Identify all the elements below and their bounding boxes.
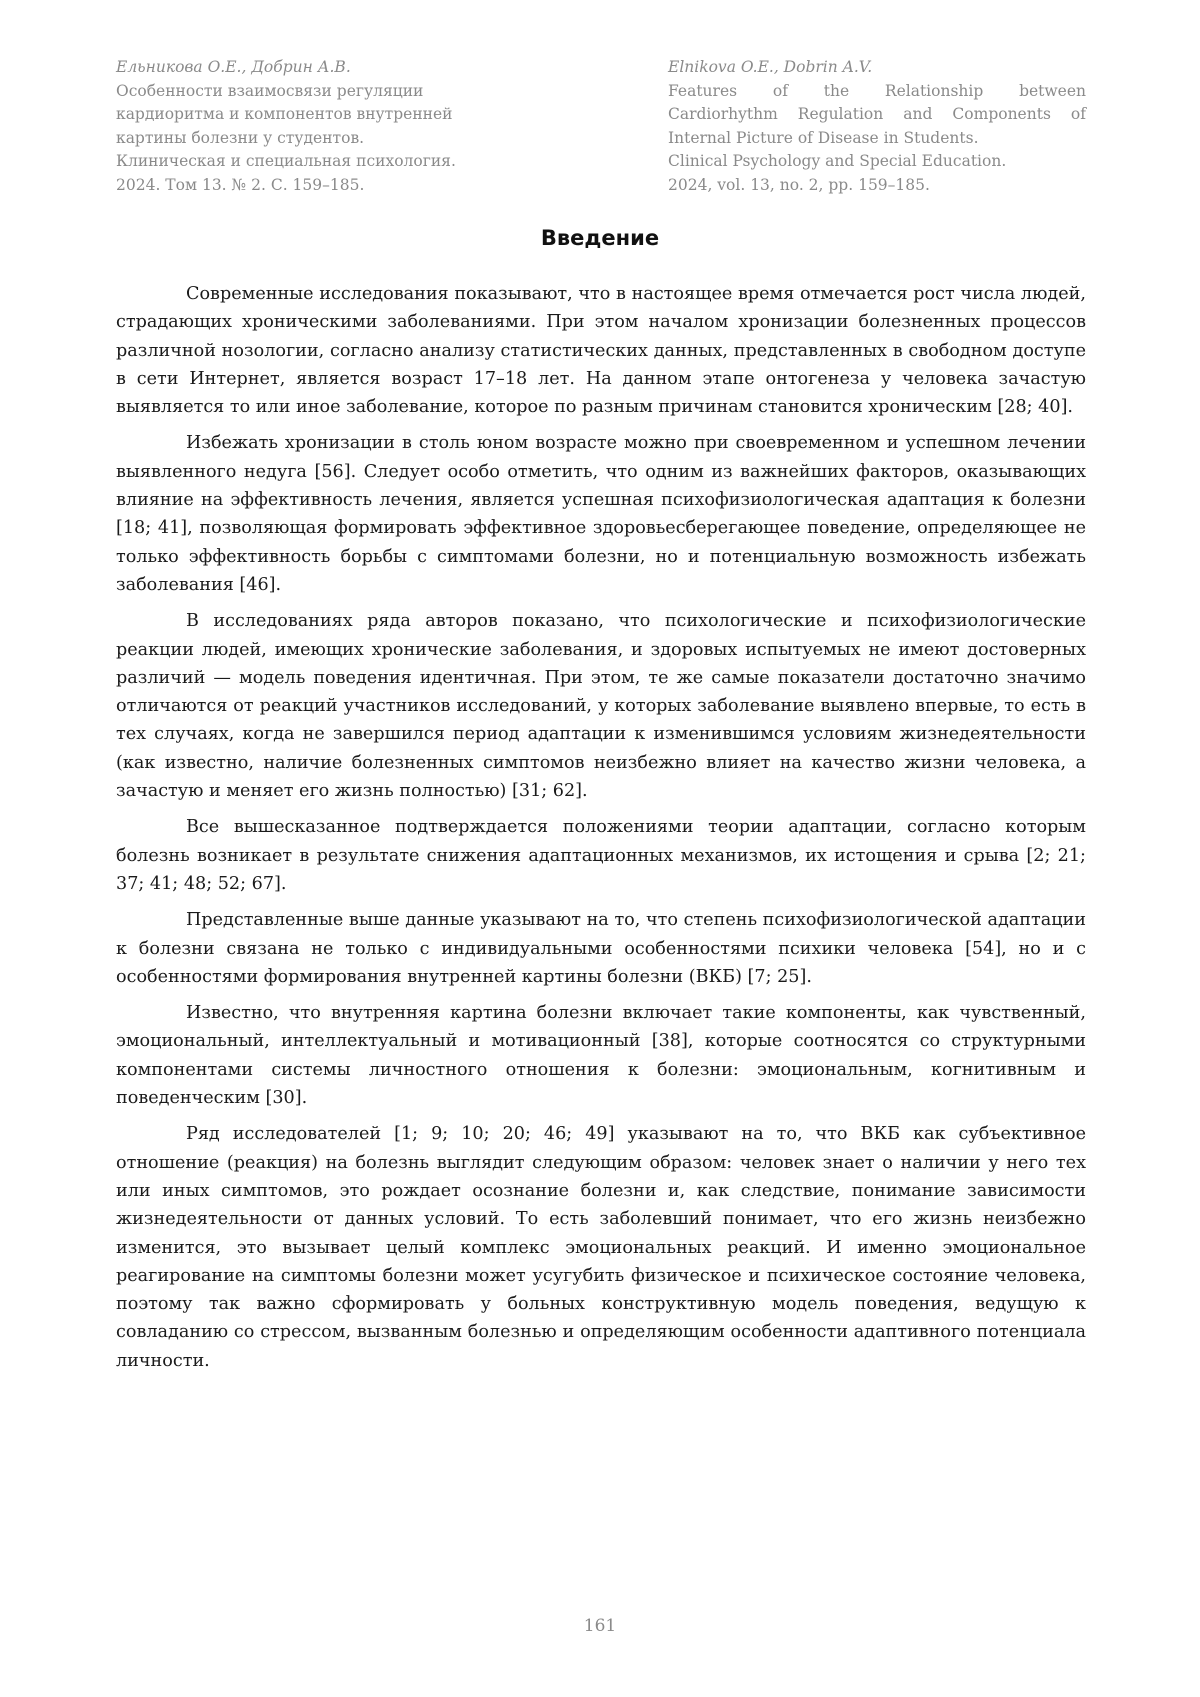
header-english bbox=[668, 56, 1086, 197]
paragraph: Известно, что внутренняя картина болезни включает такие компоненты, как чувственный, эмоциональный, интеллектуальный и мотивационный [38], которые соотносятся со структурными компонентами системы личностного отношения к болезни: эмоциональным, когнитивным и поведенческим [30]. bbox=[116, 1003, 1086, 1109]
header-authors-ru: Ельникова О.Е., Добрин А.В. bbox=[116, 58, 351, 76]
header-citation-en: 2024, vol. 13, no. 2, pp. 159–185. bbox=[668, 175, 930, 194]
header-title-en-line-1: Features of the Relationship between bbox=[668, 81, 1086, 100]
header-russian bbox=[116, 56, 521, 197]
section-heading: Введение bbox=[540, 226, 660, 250]
paragraph: Современные исследования показывают, что в настоящее время отмечается рост числа людей, страдающих хроническими заболеваниями. При этом началом хронизации болезненных процессов различной нозологии, согласно анализу статистических данных, представленных в свободном доступе в сети Интернет, является возраст 17–18 лет. На данном этапе онтогенеза у человека зачастую выявляется то или иное заболевание, которое по разным причинам становится хроническим [28; 40]. bbox=[116, 284, 1086, 418]
header-title-en-line-2: Cardiorhythm Regulation and Components of bbox=[668, 105, 1086, 123]
page-number: 161 bbox=[583, 1616, 617, 1636]
paragraph: Все вышесказанное подтверждается положениями теории адаптации, согласно которым болезнь возникает в результате снижения адаптационных механизмов, их истощения и срыва [2; 21; 37; 41; 48; 52; 67]. bbox=[116, 817, 1086, 894]
header-title-en-line-3: Internal Picture of Disease in Students. bbox=[668, 128, 979, 147]
header-citation-ru: 2024. Том 13. № 2. С. 159–185. bbox=[116, 175, 365, 194]
paragraph: Представленные выше данные указывают на то, что степень психофизиологической адаптации к болезни связана не только с индивидуальными особенностями психики человека [54], но и с особенностями формирования внутренней картины болезни (ВКБ) [7; 25]. bbox=[116, 910, 1086, 987]
paragraph: Ряд исследователей [1; 9; 10; 20; 46; 49] указывают на то, что ВКБ как субъективное отношение (реакция) на болезнь выглядит следующим образом: человек знает о наличии у него тех или иных симптомов, это рождает осознание болезни и, как следствие, понимание зависимости жизнедеятельности от данных условий. То есть заболевший понимает, что его жизнь неизбежно изменится, это вызывает целый комплекс эмоциональных реакций. И именно эмоциональное реагирование на симптомы болезни может усугубить физическое и психическое состояние человека, поэтому так важно сформировать у больных конструктивную модель поведения, ведущую к совладанию со стрессом, вызванным болезнью и определяющим особенности адаптивного потенциала личности. bbox=[116, 1124, 1086, 1371]
header-title-ru-line-2: кардиоритма и компонентов внутренней bbox=[116, 105, 453, 123]
header-journal-ru: Клиническая и специальная психология. bbox=[116, 152, 456, 170]
header-title-ru-line-3: картины болезни у студентов. bbox=[116, 128, 365, 147]
running-header bbox=[116, 56, 1086, 197]
header-title-ru-line-1: Особенности взаимосвязи регуляции bbox=[116, 81, 424, 100]
paragraph: Избежать хронизации в столь юном возрасте можно при своевременном и успешном лечении выявленного недуга [56]. Следует особо отметить, что одним из важнейших факторов, оказывающих влияние на эффективность лечения, является успешная психофизиологическая адаптация к болезни [18; 41], позволяющая формировать эффективное здоровьесберегающее поведение, определяющее не только эффективность борьбы с симптомами болезни, но и потенциальную возможность избежать заболевания [46]. bbox=[116, 433, 1086, 595]
paragraph: В исследованиях ряда авторов показано, что психологические и психофизиологические реакции людей, имеющих хронические заболевания, и здоровых испытуемых не имеют достоверных различий — модель поведения идентичная. При этом, те же самые показатели достаточно значимо отличаются от реакций участников исследований, у которых заболевание выявлено впервые, то есть в тех случаях, когда не завершился период адаптации к изменившимся условиям жизнедеятельности (как известно, наличие болезненных симптомов неизбежно влияет на качество жизни человека, а зачастую и меняет его жизнь полностью) [31; 62]. bbox=[116, 611, 1086, 802]
body-text bbox=[116, 280, 1086, 1383]
header-authors-en: Elnikova O.E., Dobrin A.V. bbox=[668, 58, 873, 76]
header-journal-en: Clinical Psychology and Special Education. bbox=[668, 152, 1007, 170]
